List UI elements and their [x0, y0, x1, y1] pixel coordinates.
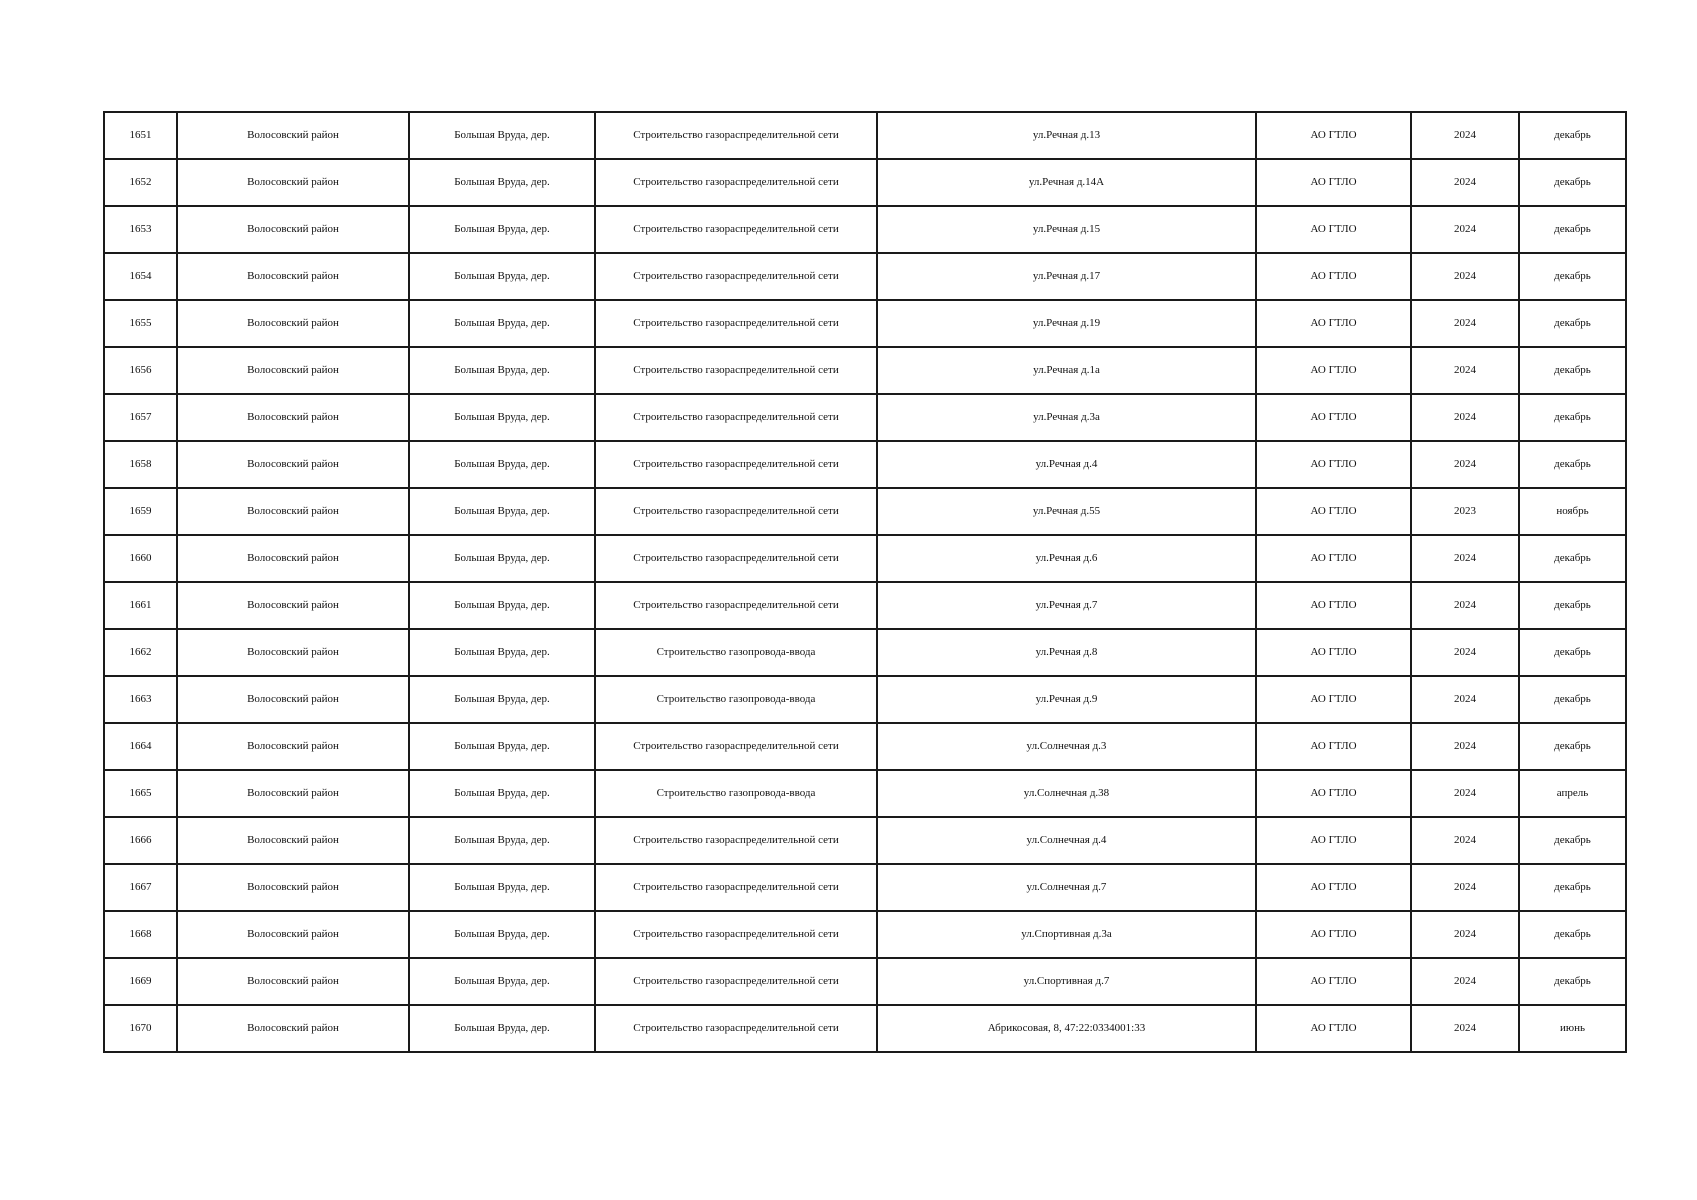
organization-cell: АО ГТЛО — [1256, 958, 1411, 1005]
locality-cell: Большая Вруда, дер. — [409, 441, 595, 488]
work-type-cell: Строительство газораспределительной сети — [595, 347, 877, 394]
organization-cell: АО ГТЛО — [1256, 206, 1411, 253]
organization-cell: АО ГТЛО — [1256, 582, 1411, 629]
table-row — [104, 347, 1626, 394]
table-row — [104, 441, 1626, 488]
year-cell: 2024 — [1411, 535, 1519, 582]
work-type-cell: Строительство газопровода-ввода — [595, 770, 877, 817]
work-type-cell: Строительство газораспределительной сети — [595, 958, 877, 1005]
row-number-cell: 1651 — [104, 112, 177, 159]
year-cell: 2024 — [1411, 300, 1519, 347]
locality-cell: Большая Вруда, дер. — [409, 676, 595, 723]
district-cell: Волосовский район — [177, 770, 409, 817]
address-cell: Абрикосовая, 8, 47:22:0334001:33 — [877, 1005, 1256, 1052]
district-cell: Волосовский район — [177, 911, 409, 958]
locality-cell: Большая Вруда, дер. — [409, 958, 595, 1005]
district-cell: Волосовский район — [177, 441, 409, 488]
organization-cell: АО ГТЛО — [1256, 629, 1411, 676]
locality-cell: Большая Вруда, дер. — [409, 159, 595, 206]
address-cell: ул.Речная д.14А — [877, 159, 1256, 206]
row-number-cell: 1665 — [104, 770, 177, 817]
month-cell: декабрь — [1519, 723, 1626, 770]
year-cell: 2024 — [1411, 347, 1519, 394]
district-cell: Волосовский район — [177, 676, 409, 723]
locality-cell: Большая Вруда, дер. — [409, 394, 595, 441]
address-cell: ул.Речная д.15 — [877, 206, 1256, 253]
address-cell: ул.Спортивная д.7 — [877, 958, 1256, 1005]
address-cell: ул.Речная д.7 — [877, 582, 1256, 629]
address-cell: ул.Солнечная д.7 — [877, 864, 1256, 911]
district-cell: Волосовский район — [177, 206, 409, 253]
organization-cell: АО ГТЛО — [1256, 300, 1411, 347]
address-cell: ул.Речная д.4 — [877, 441, 1256, 488]
month-cell: ноябрь — [1519, 488, 1626, 535]
organization-cell: АО ГТЛО — [1256, 253, 1411, 300]
year-cell: 2024 — [1411, 441, 1519, 488]
year-cell: 2024 — [1411, 206, 1519, 253]
district-cell: Волосовский район — [177, 864, 409, 911]
district-cell: Волосовский район — [177, 629, 409, 676]
work-type-cell: Строительство газораспределительной сети — [595, 253, 877, 300]
year-cell: 2024 — [1411, 582, 1519, 629]
table-row — [104, 300, 1626, 347]
row-number-cell: 1652 — [104, 159, 177, 206]
address-cell: ул.Речная д.8 — [877, 629, 1256, 676]
address-cell: ул.Спортивная д.3а — [877, 911, 1256, 958]
district-cell: Волосовский район — [177, 488, 409, 535]
month-cell: декабрь — [1519, 441, 1626, 488]
table-row — [104, 723, 1626, 770]
table-row — [104, 159, 1626, 206]
row-number-cell: 1664 — [104, 723, 177, 770]
address-cell: ул.Речная д.13 — [877, 112, 1256, 159]
locality-cell: Большая Вруда, дер. — [409, 864, 595, 911]
table-row — [104, 394, 1626, 441]
table-row — [104, 206, 1626, 253]
row-number-cell: 1658 — [104, 441, 177, 488]
table-row — [104, 676, 1626, 723]
row-number-cell: 1666 — [104, 817, 177, 864]
month-cell: декабрь — [1519, 582, 1626, 629]
locality-cell: Большая Вруда, дер. — [409, 723, 595, 770]
month-cell: декабрь — [1519, 347, 1626, 394]
table-row — [104, 911, 1626, 958]
work-type-cell: Строительство газораспределительной сети — [595, 300, 877, 347]
work-type-cell: Строительство газораспределительной сети — [595, 723, 877, 770]
row-number-cell: 1660 — [104, 535, 177, 582]
district-cell: Волосовский район — [177, 159, 409, 206]
month-cell: декабрь — [1519, 817, 1626, 864]
locality-cell: Большая Вруда, дер. — [409, 488, 595, 535]
organization-cell: АО ГТЛО — [1256, 864, 1411, 911]
row-number-cell: 1661 — [104, 582, 177, 629]
year-cell: 2023 — [1411, 488, 1519, 535]
organization-cell: АО ГТЛО — [1256, 817, 1411, 864]
table-row — [104, 112, 1626, 159]
address-cell: ул.Речная д.1а — [877, 347, 1256, 394]
month-cell: декабрь — [1519, 676, 1626, 723]
row-number-cell: 1667 — [104, 864, 177, 911]
locality-cell: Большая Вруда, дер. — [409, 253, 595, 300]
locality-cell: Большая Вруда, дер. — [409, 112, 595, 159]
table-row — [104, 770, 1626, 817]
row-number-cell: 1663 — [104, 676, 177, 723]
district-cell: Волосовский район — [177, 112, 409, 159]
district-cell: Волосовский район — [177, 1005, 409, 1052]
month-cell: декабрь — [1519, 629, 1626, 676]
address-cell: ул.Речная д.9 — [877, 676, 1256, 723]
month-cell: декабрь — [1519, 394, 1626, 441]
table-body — [104, 112, 1626, 1052]
organization-cell: АО ГТЛО — [1256, 112, 1411, 159]
month-cell: декабрь — [1519, 911, 1626, 958]
month-cell: декабрь — [1519, 112, 1626, 159]
address-cell: ул.Речная д.17 — [877, 253, 1256, 300]
gasification-schedule-table — [103, 111, 1627, 1053]
district-cell: Волосовский район — [177, 582, 409, 629]
locality-cell: Большая Вруда, дер. — [409, 347, 595, 394]
locality-cell: Большая Вруда, дер. — [409, 535, 595, 582]
locality-cell: Большая Вруда, дер. — [409, 911, 595, 958]
organization-cell: АО ГТЛО — [1256, 394, 1411, 441]
table-row — [104, 1005, 1626, 1052]
work-type-cell: Строительство газораспределительной сети — [595, 535, 877, 582]
row-number-cell: 1659 — [104, 488, 177, 535]
row-number-cell: 1654 — [104, 253, 177, 300]
year-cell: 2024 — [1411, 770, 1519, 817]
work-type-cell: Строительство газораспределительной сети — [595, 488, 877, 535]
address-cell: ул.Солнечная д.3 — [877, 723, 1256, 770]
locality-cell: Большая Вруда, дер. — [409, 629, 595, 676]
organization-cell: АО ГТЛО — [1256, 676, 1411, 723]
month-cell: декабрь — [1519, 206, 1626, 253]
month-cell: декабрь — [1519, 300, 1626, 347]
table-row — [104, 864, 1626, 911]
work-type-cell: Строительство газораспределительной сети — [595, 394, 877, 441]
work-type-cell: Строительство газораспределительной сети — [595, 441, 877, 488]
work-type-cell: Строительство газораспределительной сети — [595, 864, 877, 911]
work-type-cell: Строительство газораспределительной сети — [595, 206, 877, 253]
district-cell: Волосовский район — [177, 253, 409, 300]
year-cell: 2024 — [1411, 629, 1519, 676]
month-cell: декабрь — [1519, 958, 1626, 1005]
table-row — [104, 817, 1626, 864]
work-type-cell: Строительство газораспределительной сети — [595, 817, 877, 864]
organization-cell: АО ГТЛО — [1256, 723, 1411, 770]
work-type-cell: Строительство газораспределительной сети — [595, 911, 877, 958]
address-cell: ул.Речная д.6 — [877, 535, 1256, 582]
year-cell: 2024 — [1411, 817, 1519, 864]
district-cell: Волосовский район — [177, 817, 409, 864]
work-type-cell: Строительство газопровода-ввода — [595, 629, 877, 676]
row-number-cell: 1670 — [104, 1005, 177, 1052]
organization-cell: АО ГТЛО — [1256, 441, 1411, 488]
organization-cell: АО ГТЛО — [1256, 488, 1411, 535]
organization-cell: АО ГТЛО — [1256, 911, 1411, 958]
district-cell: Волосовский район — [177, 300, 409, 347]
row-number-cell: 1656 — [104, 347, 177, 394]
month-cell: декабрь — [1519, 864, 1626, 911]
year-cell: 2024 — [1411, 676, 1519, 723]
table-row — [104, 535, 1626, 582]
locality-cell: Большая Вруда, дер. — [409, 300, 595, 347]
month-cell: декабрь — [1519, 159, 1626, 206]
work-type-cell: Строительство газопровода-ввода — [595, 676, 877, 723]
row-number-cell: 1669 — [104, 958, 177, 1005]
year-cell: 2024 — [1411, 911, 1519, 958]
locality-cell: Большая Вруда, дер. — [409, 817, 595, 864]
year-cell: 2024 — [1411, 253, 1519, 300]
locality-cell: Большая Вруда, дер. — [409, 1005, 595, 1052]
month-cell: апрель — [1519, 770, 1626, 817]
row-number-cell: 1657 — [104, 394, 177, 441]
address-cell: ул.Речная д.3а — [877, 394, 1256, 441]
address-cell: ул.Солнечная д.38 — [877, 770, 1256, 817]
work-type-cell: Строительство газораспределительной сети — [595, 1005, 877, 1052]
table-row — [104, 582, 1626, 629]
organization-cell: АО ГТЛО — [1256, 535, 1411, 582]
work-type-cell: Строительство газораспределительной сети — [595, 112, 877, 159]
organization-cell: АО ГТЛО — [1256, 347, 1411, 394]
month-cell: декабрь — [1519, 535, 1626, 582]
year-cell: 2024 — [1411, 958, 1519, 1005]
row-number-cell: 1653 — [104, 206, 177, 253]
year-cell: 2024 — [1411, 394, 1519, 441]
table-row — [104, 488, 1626, 535]
address-cell: ул.Солнечная д.4 — [877, 817, 1256, 864]
district-cell: Волосовский район — [177, 958, 409, 1005]
table-row — [104, 629, 1626, 676]
district-cell: Волосовский район — [177, 723, 409, 770]
work-type-cell: Строительство газораспределительной сети — [595, 159, 877, 206]
organization-cell: АО ГТЛО — [1256, 159, 1411, 206]
locality-cell: Большая Вруда, дер. — [409, 582, 595, 629]
organization-cell: АО ГТЛО — [1256, 770, 1411, 817]
month-cell: июнь — [1519, 1005, 1626, 1052]
district-cell: Волосовский район — [177, 347, 409, 394]
organization-cell: АО ГТЛО — [1256, 1005, 1411, 1052]
district-cell: Волосовский район — [177, 535, 409, 582]
row-number-cell: 1662 — [104, 629, 177, 676]
month-cell: декабрь — [1519, 253, 1626, 300]
year-cell: 2024 — [1411, 112, 1519, 159]
address-cell: ул.Речная д.55 — [877, 488, 1256, 535]
row-number-cell: 1668 — [104, 911, 177, 958]
year-cell: 2024 — [1411, 864, 1519, 911]
table-row — [104, 958, 1626, 1005]
locality-cell: Большая Вруда, дер. — [409, 206, 595, 253]
row-number-cell: 1655 — [104, 300, 177, 347]
year-cell: 2024 — [1411, 723, 1519, 770]
district-cell: Волосовский район — [177, 394, 409, 441]
year-cell: 2024 — [1411, 1005, 1519, 1052]
address-cell: ул.Речная д.19 — [877, 300, 1256, 347]
year-cell: 2024 — [1411, 159, 1519, 206]
work-type-cell: Строительство газораспределительной сети — [595, 582, 877, 629]
locality-cell: Большая Вруда, дер. — [409, 770, 595, 817]
table-row — [104, 253, 1626, 300]
